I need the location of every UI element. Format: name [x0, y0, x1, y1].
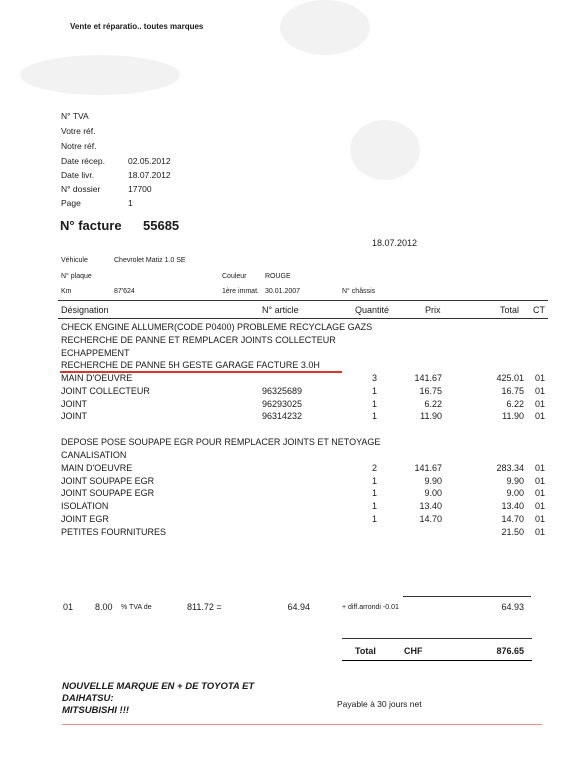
table-top-rule: [58, 300, 548, 301]
meta-row: [61, 141, 96, 151]
cell-price: 11.90: [420, 411, 442, 421]
cell-total: 283.34: [496, 463, 524, 473]
rounding-difference: + diff.arrondi -0.01: [342, 604, 399, 611]
chassis-label: N° châssis: [342, 288, 376, 295]
meta-value: 17700: [128, 184, 152, 194]
col-header-quantity: Quantité: [355, 305, 390, 315]
cell-ct: 01: [535, 373, 546, 383]
first-registration-value: 30.01.2007: [265, 288, 301, 295]
cell-ct: 01: [535, 488, 546, 498]
cell-designation: JOINT: [61, 399, 87, 409]
section-description: CHECK ENGINE ALLUMER(CODE P0400) PROBLEME RECYCLAGE GAZS: [61, 322, 373, 332]
color-value: ROUGE: [265, 273, 291, 280]
cell-article: 96293025: [262, 399, 303, 409]
cell-designation: PETITES FOURNITURES: [61, 527, 167, 537]
promo-line: MITSUBISHI !!!: [62, 705, 130, 716]
cell-quantity: 3: [372, 373, 378, 383]
cell-total: 11.90: [502, 411, 524, 421]
cell-quantity: 1: [372, 514, 378, 524]
first-registration-label: 1ère immat.: [222, 288, 259, 295]
tax-top-rule: [403, 596, 531, 597]
promo-line: DAIHATSU:: [62, 693, 114, 704]
cell-ct: 01: [535, 501, 546, 511]
cell-ct: 01: [535, 463, 546, 473]
tax-base: 811.72 =: [187, 602, 222, 612]
meta-row: [61, 126, 96, 136]
promo-line: NOUVELLE MARQUE EN + DE TOYOTA ET: [62, 681, 255, 692]
cell-article: 96314232: [262, 411, 303, 421]
scan-smudge: [280, 0, 370, 55]
cell-designation: ISOLATION: [61, 501, 109, 511]
section-description: RECHERCHE DE PANNE ET REMPLACER JOINTS COLLECTEUR: [61, 335, 336, 345]
total-label: Total: [355, 646, 376, 656]
invoice-number: 55685: [143, 218, 180, 233]
section-description: DEPOSE POSE SOUPAPE EGR POUR REMPLACER JOINTS ET NETOYAGE: [61, 437, 381, 447]
meta-label: Date livr.: [61, 170, 95, 180]
meta-value: 02.05.2012: [128, 156, 171, 166]
cell-price: 141.67: [414, 463, 442, 473]
cell-quantity: 2: [372, 463, 378, 473]
meta-label: N° dossier: [61, 184, 101, 194]
cell-total: 425.01: [496, 373, 524, 383]
cell-price: 16.75: [419, 386, 442, 396]
table-header-rule: [58, 318, 548, 319]
cell-designation: MAIN D'OEUVRE: [61, 463, 133, 473]
cell-designation: JOINT COLLECTEUR: [61, 386, 150, 396]
cell-ct: 01: [535, 476, 546, 486]
meta-row: [61, 184, 152, 194]
meta-label: N° TVA: [61, 111, 89, 121]
tax-total: 64.93: [501, 602, 524, 612]
cell-quantity: 1: [372, 488, 378, 498]
total-currency: CHF: [404, 646, 423, 656]
section-description: RECHERCHE DE PANNE 5H GESTE GARAGE FACTURE 3.0H: [61, 360, 320, 370]
cell-price: 9.00: [424, 488, 442, 498]
cell-article: 96325689: [262, 386, 303, 396]
cell-price: 6.22: [424, 399, 442, 409]
cell-ct: 01: [535, 386, 546, 396]
scan-smudge: [350, 120, 420, 180]
cell-ct: 01: [535, 514, 546, 524]
section-description: ECHAPPEMENT: [61, 348, 130, 358]
cell-price: 141.67: [414, 373, 442, 383]
total-top-rule: [342, 638, 532, 639]
cell-total: 9.00: [506, 488, 524, 498]
cell-designation: MAIN D'OEUVRE: [61, 373, 133, 383]
cell-designation: JOINT EGR: [61, 514, 109, 524]
meta-row: [61, 156, 171, 166]
total-bottom-rule: [342, 660, 532, 661]
company-tagline: Vente et réparatio.. toutes marques: [70, 22, 204, 31]
col-header-ct: CT: [533, 305, 545, 315]
meta-label: Votre réf.: [61, 126, 96, 136]
tax-amount: 64.94: [287, 602, 310, 612]
col-header-article: N° article: [262, 305, 299, 315]
plate-label: N° plaque: [61, 273, 92, 280]
cell-ct: 01: [535, 527, 546, 537]
vehicle-label: Véhicule: [61, 257, 88, 264]
cell-price: 9.90: [424, 476, 442, 486]
col-header-designation: Désignation: [61, 305, 109, 315]
cell-quantity: 1: [372, 411, 378, 421]
cell-total: 9.90: [506, 476, 524, 486]
total-amount: 876.65: [496, 646, 524, 656]
tax-rate: 8.00: [95, 602, 113, 612]
cell-quantity: 1: [372, 476, 378, 486]
scan-smudge: [20, 55, 180, 95]
cell-total: 14.70: [501, 514, 524, 524]
cell-quantity: 1: [372, 399, 378, 409]
km-value: 87'624: [114, 288, 135, 295]
cell-total: 13.40: [501, 501, 524, 511]
meta-row: [61, 111, 89, 121]
tax-rate-suffix: % TVA de: [121, 604, 152, 611]
invoice-label: N° facture: [60, 218, 122, 233]
cell-designation: JOINT: [61, 411, 87, 421]
col-header-price: Prix: [425, 305, 441, 315]
cell-ct: 01: [535, 411, 546, 421]
color-label: Couleur: [222, 273, 247, 280]
footer-rule: [62, 724, 542, 725]
meta-label: Notre réf.: [61, 141, 97, 151]
cell-ct: 01: [535, 399, 546, 409]
col-header-total: Total: [500, 305, 520, 315]
invoice-date: 18.07.2012: [372, 238, 418, 248]
vehicle-value: Chevrolet Matiz 1.0 SE: [114, 257, 186, 264]
cell-quantity: 1: [372, 386, 378, 396]
meta-value: 18.07.2012: [128, 170, 171, 180]
cell-designation: JOINT SOUPAPE EGR: [61, 488, 155, 498]
km-label: Km: [61, 288, 72, 295]
meta-label: Page: [61, 198, 81, 208]
cell-price: 14.70: [419, 514, 442, 524]
cell-total: 6.22: [506, 399, 524, 409]
tax-code: 01: [63, 602, 74, 612]
meta-row: [61, 170, 171, 180]
cell-quantity: 1: [372, 501, 378, 511]
cell-price: 13.40: [419, 501, 442, 511]
cell-total: 16.75: [501, 386, 524, 396]
section-description: CANALISATION: [61, 450, 127, 460]
meta-value: 1: [128, 198, 133, 208]
meta-label: Date récep.: [61, 156, 105, 166]
cell-total: 21.50: [501, 527, 524, 537]
payment-terms: Payable à 30 jours net: [337, 699, 422, 709]
cell-designation: JOINT SOUPAPE EGR: [61, 476, 155, 486]
meta-row: [61, 198, 133, 208]
